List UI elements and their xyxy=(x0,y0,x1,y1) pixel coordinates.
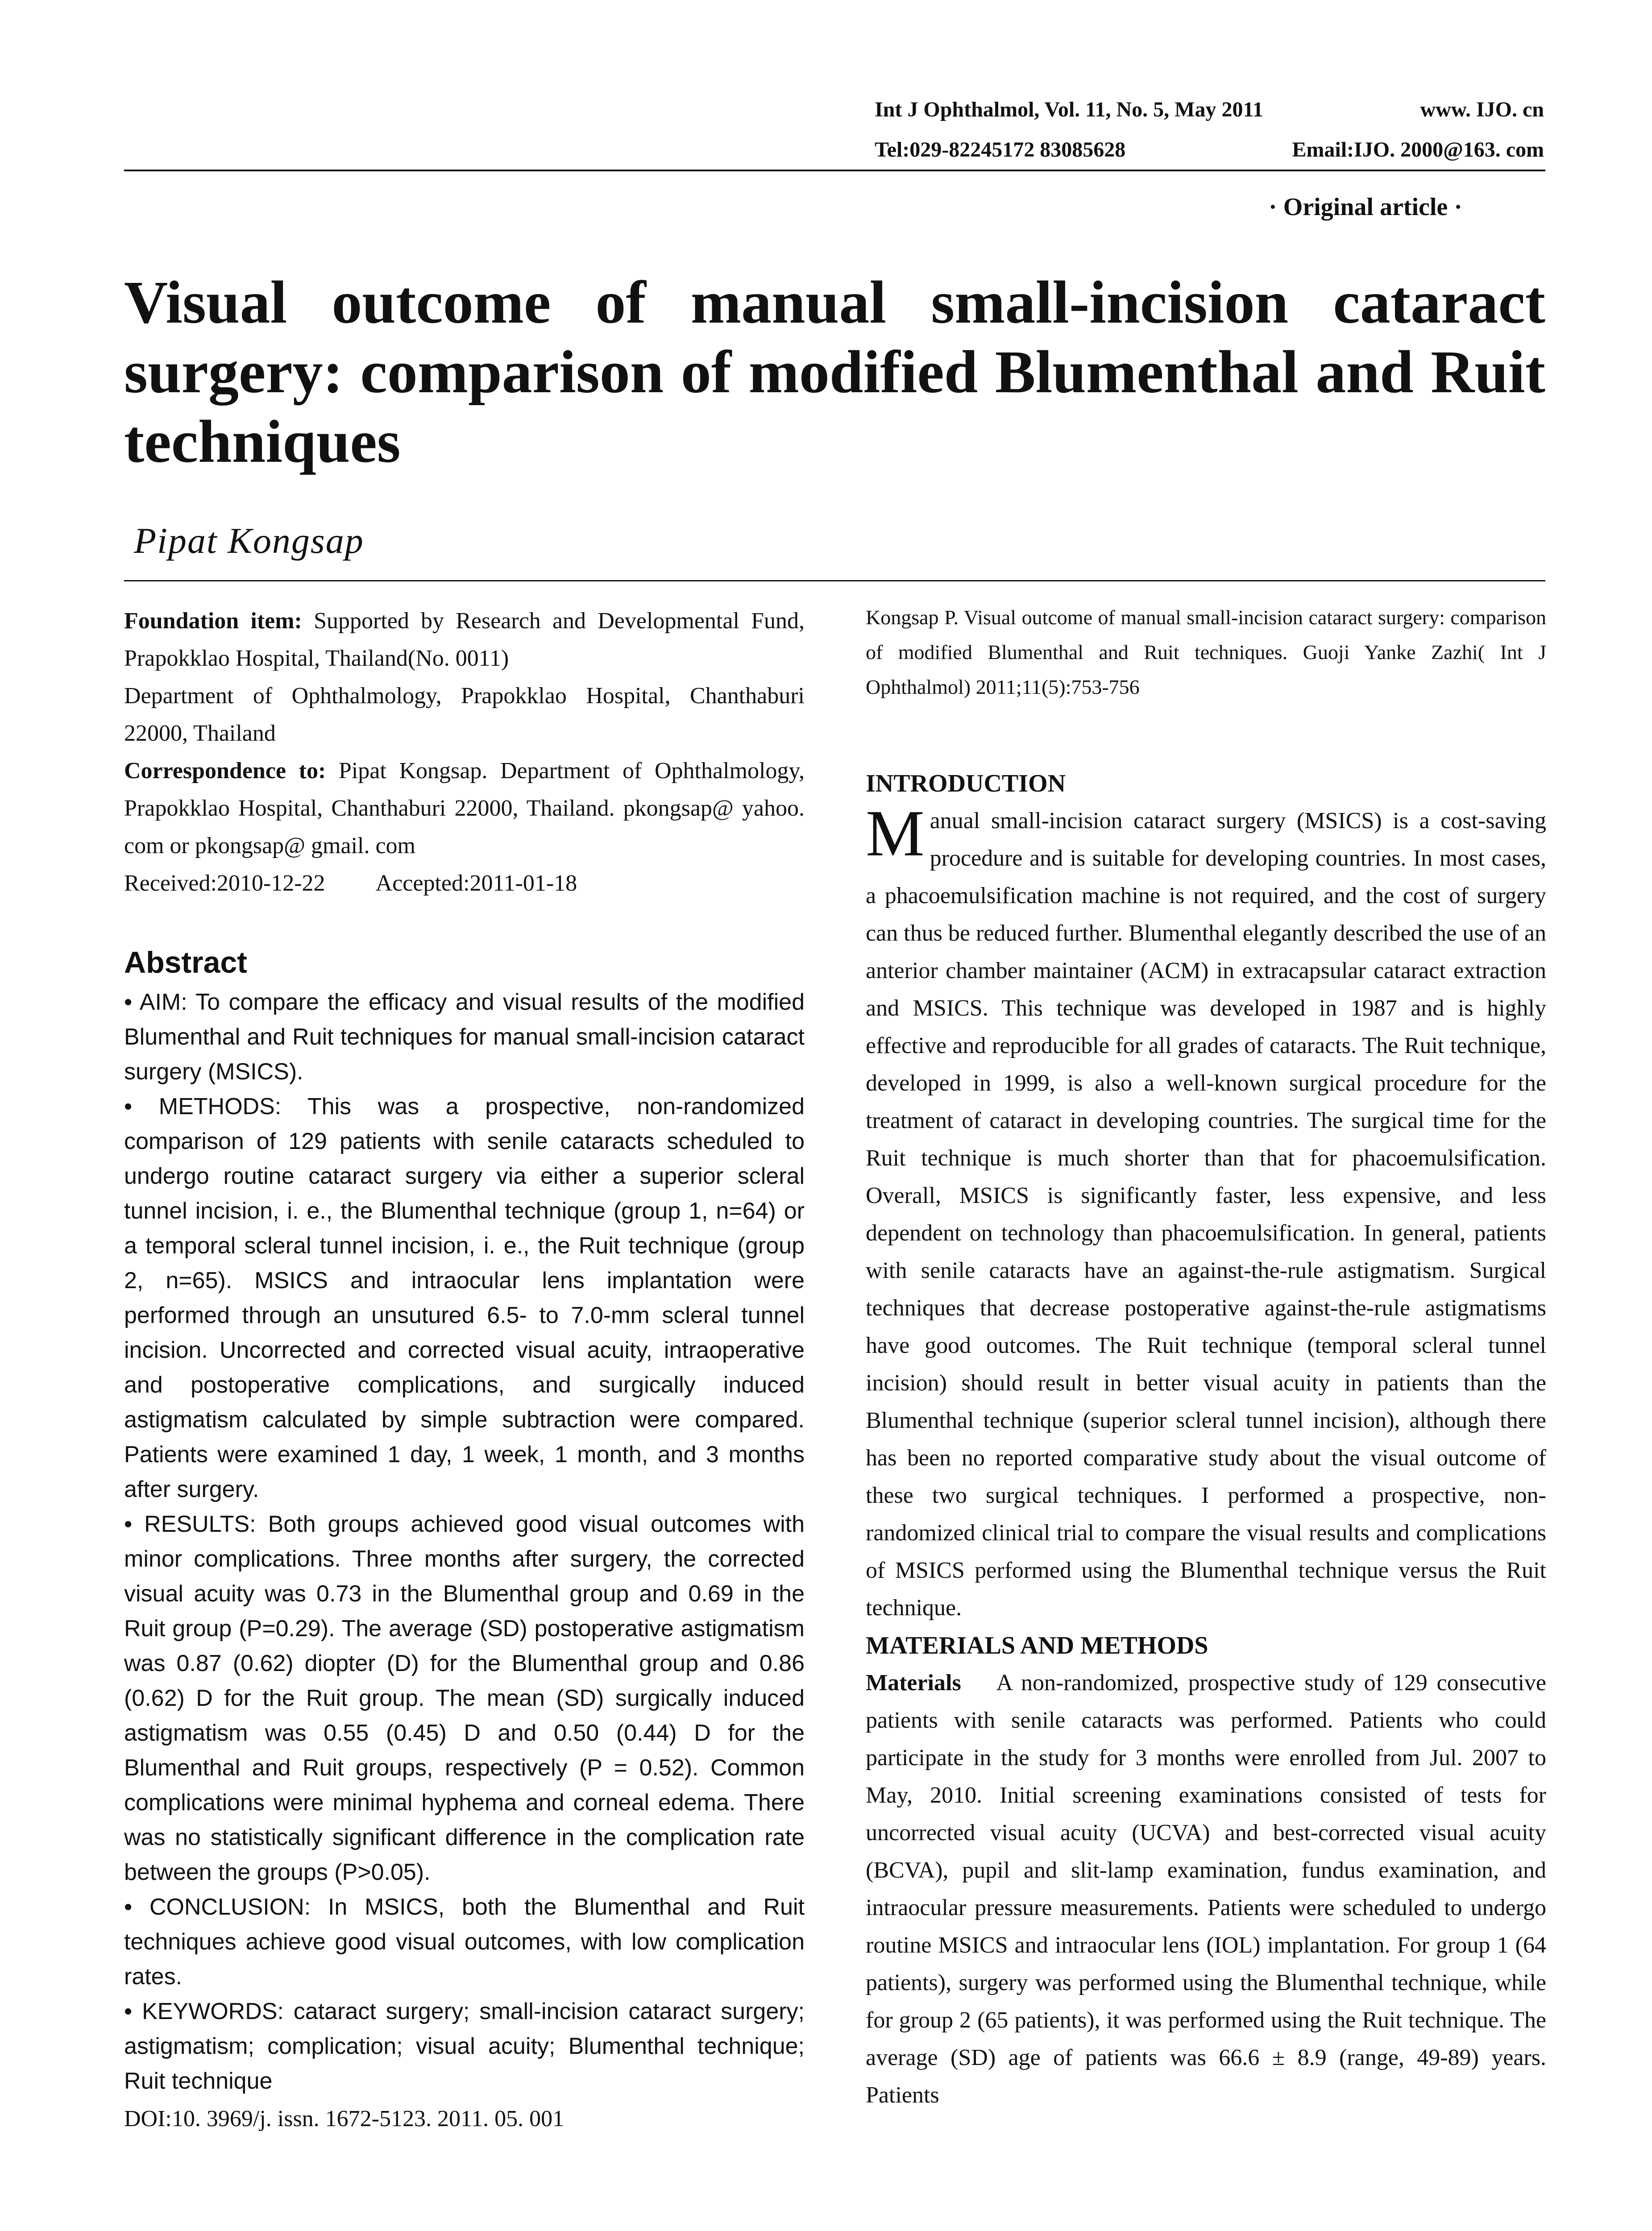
abstract-results xyxy=(124,1507,805,1890)
right-column xyxy=(866,600,1546,2114)
journal-website[interactable]: www. IJO. cn xyxy=(1420,98,1544,121)
keywords-text: cataract surgery; small-incision cataract surgery; astigmatism; complication; visual acuity; Blumenthal technique; Ruit technique xyxy=(124,1999,805,2094)
materials-label: Materials xyxy=(866,1670,961,1696)
correspondence-label: Correspondence to: xyxy=(124,758,326,784)
methods-label: • METHODS: xyxy=(124,1094,282,1120)
author-name: Pipat Kongsap xyxy=(134,520,364,561)
accepted-date: Accepted:2011-01-18 xyxy=(375,871,577,896)
methods-text: This was a prospective, non-randomized comparison of 129 patients with senile cataracts scheduled to undergo routine cataract surgery via either a superior scleral tunnel incision, i. e., the Blumenthal technique (group 1, n=64) or a temporal scleral tunnel incision, i. e., the Ruit technique (group 2, n=65). MSICS and intraocular lens implantation were performed through an unsutured 6.5- to 7.0-mm scleral tunnel incision. Uncorrected and corrected visual acuity, intraoperative and postoperative complications, and surgically induced astigmatism calculated by simple subtraction were compared. Patients were examined 1 day, 1 week, 1 month, and 3 months after surgery. xyxy=(124,1094,805,1502)
journal-header-line2 xyxy=(875,137,1544,162)
keywords-label: • KEYWORDS: xyxy=(124,1999,284,2024)
department: Department of Ophthalmology, Prapokklao Hospital, Chanthaburi 22000, Thailand xyxy=(124,683,805,746)
results-label: • RESULTS: xyxy=(124,1511,256,1537)
results-text: Both groups achieved good visual outcomes with minor complications. Three months after surgery, the corrected visual acuity was 0.73 in the Blumenthal group and 0.69 in the Ruit group (P=0.29). The average (SD) postoperative astigmatism was 0.87 (0.62) diopter (D) for the Blumenthal group and 0.86 (0.62) D for the Ruit group. The mean (SD) surgically induced astigmatism was 0.55 (0.45) D and 0.50 (0.44) D for the Blumenthal and Ruit groups, respectively (P = 0.52). Common complications were minimal hyphema and corneal edema. There was no statistically significant difference in the complication rate between the groups (P>0.05). xyxy=(124,1511,805,1885)
left-column xyxy=(124,602,805,2138)
header-rule xyxy=(124,170,1545,171)
correspondence-text: Pipat Kongsap. Department of Ophthalmology, Prapokklao Hospital, Chanthaburi 22000, Thailand. pkongsap@ yahoo. com or pkongsap@ gmail. com xyxy=(124,758,805,858)
materials-text: A non-randomized, prospective study of 129 consecutive patients with senile cataracts was performed. Patients who could participate in the study for 3 months were enrolled from Jul. 2007 to May, 2010. Initial screening examinations consisted of tests for uncorrected visual acuity (UCVA) and best-corrected visual acuity (BCVA), pupil and slit-lamp examination, fundus examination, and intraocular pressure measurements. Patients were scheduled to undergo routine MSICS and intraocular lens (IOL) implantation. For group 1 (64 patients), surgery was performed using the Blumenthal technique, while for group 2 (65 patients), it was performed using the Ruit technique. The average (SD) age of patients was 66.6 ± 8.9 (range, 49-89) years. Patients xyxy=(866,1670,1546,2108)
conclusion-text: In MSICS, both the Blumenthal and Ruit techniques achieve good visual outcomes, with low complication rates. xyxy=(124,1894,805,1990)
article-title: Visual outcome of manual small-incision cataract surgery: comparison of modified Blumenthal and Ruit techniques xyxy=(124,269,1545,475)
aim-label: • AIM: xyxy=(124,989,187,1015)
abstract-methods xyxy=(124,1089,805,1507)
abstract-keywords xyxy=(124,1994,805,2098)
dates xyxy=(124,865,805,902)
citation: Kongsap P. Visual outcome of manual small-incision cataract surgery: comparison of modified Blumenthal and Ruit techniques. Guoji Yanke Zazhi( Int J Ophthalmol) 2011;11(5):753-756 xyxy=(866,606,1546,698)
received-date: Received:2010-12-22 xyxy=(124,871,325,896)
drop-cap: M xyxy=(866,797,925,870)
introduction-heading: INTRODUCTION xyxy=(866,770,1066,797)
article-type-label: · Original article · xyxy=(1269,193,1462,221)
abstract-aim xyxy=(124,985,805,1089)
foundation-text: Supported by Research and Developmental Fund, Prapokklao Hospital, Thailand(No. 0011) xyxy=(124,608,805,671)
journal-email[interactable]: Email:IJO. 2000@163. com xyxy=(1292,138,1544,162)
foundation-item xyxy=(124,602,805,677)
conclusion-label: • CONCLUSION: xyxy=(124,1894,311,1920)
abstract-conclusion xyxy=(124,1890,805,1994)
abstract-heading: Abstract xyxy=(124,945,247,979)
aim-text: To compare the efficacy and visual results of the modified Blumenthal and Ruit techniques for manual small-incision cataract surgery (MSICS). xyxy=(124,989,805,1085)
journal-header-line1 xyxy=(875,97,1544,122)
journal-tel: Tel:029-82245172 83085628 xyxy=(875,138,1126,162)
introduction-text: anual small-incision cataract surgery (MSICS) is a cost-saving procedure and is suitable for developing countries. In most cases, a phacoemulsification machine is not required, and the cost of surgery can thus be reduced further. Blumenthal elegantly described the use of an anterior chamber maintainer (ACM) in extracapsular cataract extraction and MSICS. This technique was developed in 1987 and is highly effective and reproducible for all grades of cataracts. The Ruit technique, developed in 1999, is also a well-known surgical procedure for the treatment of cataract in developing countries. The surgical time for the Ruit technique is much shorter than that for phacoemulsification. Overall, MSICS is significantly faster, less expensive, and less dependent on technology than phacoemulsification. In general, patients with senile cataracts have an against-the-rule astigmatism. Surgical techniques that decrease postoperative against-the-rule astigmatisms have good outcomes. The Ruit technique (temporal scleral tunnel incision) should result in better visual acuity in patients than the Blumenthal technique (superior scleral tunnel incision), although there has been no reported comparative study about the visual outcome of these two surgical techniques. I performed a prospective, non-randomized clinical trial to compare the visual results and complications of MSICS performed using the Blumenthal technique versus the Ruit technique. xyxy=(866,808,1546,1621)
methods-heading: MATERIALS AND METHODS xyxy=(866,1632,1208,1659)
journal-citation: Int J Ophthalmol, Vol. 11, No. 5, May 2011 xyxy=(875,98,1263,121)
materials-paragraph xyxy=(866,1664,1546,2114)
foundation-label: Foundation item: xyxy=(124,608,302,634)
correspondence xyxy=(124,752,805,865)
introduction-paragraph xyxy=(866,797,1546,1627)
doi[interactable]: DOI:10. 3969/j. issn. 1672-5123. 2011. 05. 001 xyxy=(124,2106,565,2131)
author-rule xyxy=(124,580,1545,581)
